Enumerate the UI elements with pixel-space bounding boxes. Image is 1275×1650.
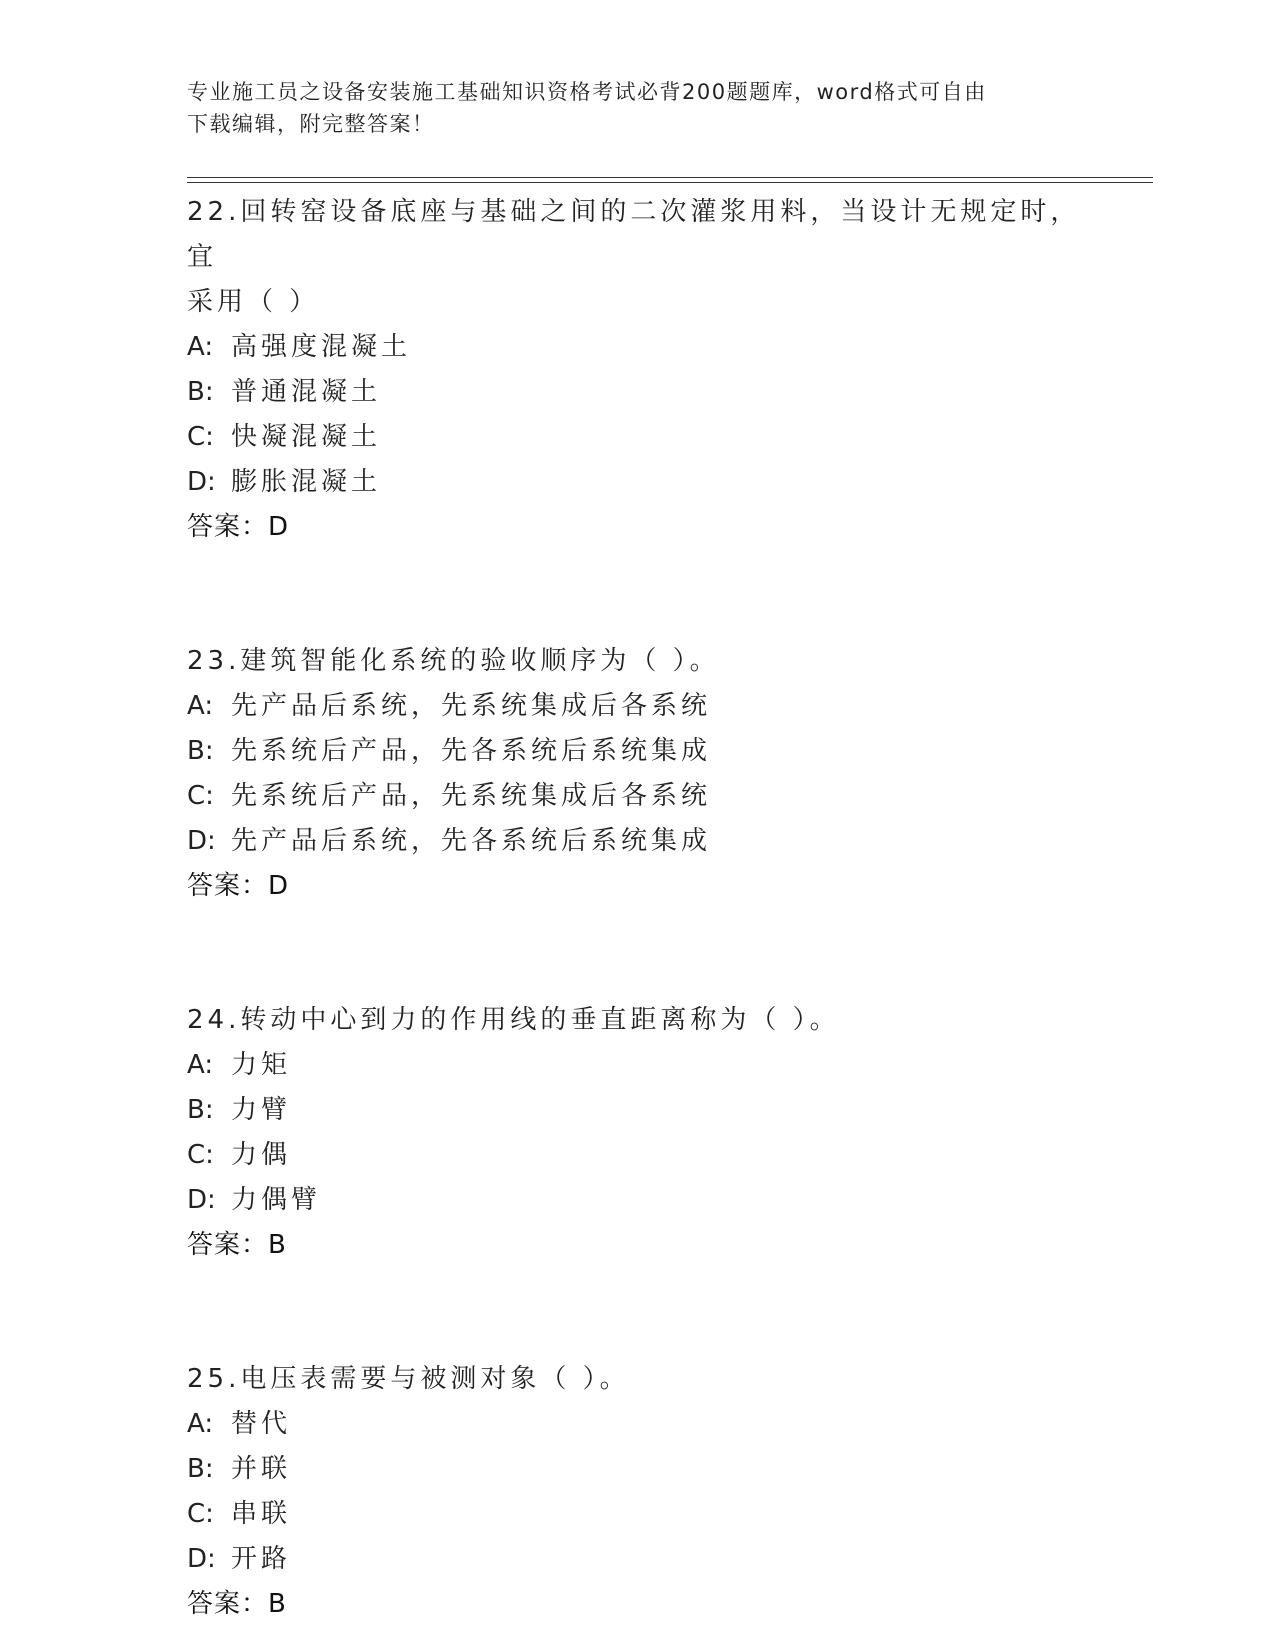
option-key: C: xyxy=(187,1140,214,1170)
option-key: B: xyxy=(187,1095,214,1125)
option-b xyxy=(187,729,1087,774)
option-text: 串联 xyxy=(231,1499,292,1529)
header-line-1: 专业施工员之设备安装施工基础知识资格考试必背200题题库，word格式可自由 xyxy=(187,80,987,104)
answer-value: D xyxy=(268,871,290,901)
option-text: 先系统后产品，先各系统后系统集成 xyxy=(231,736,712,766)
option-d xyxy=(187,819,1087,864)
option-d xyxy=(187,1537,1087,1582)
option-key: A: xyxy=(187,1050,214,1080)
option-d xyxy=(187,460,1087,505)
option-text: 先系统后产品，先系统集成后各系统 xyxy=(231,781,712,811)
option-b xyxy=(187,370,1087,415)
option-c xyxy=(187,1492,1087,1537)
option-b xyxy=(187,1088,1087,1133)
option-key: A: xyxy=(187,691,214,721)
answer-line xyxy=(187,864,1087,909)
question-spacer xyxy=(187,909,1087,998)
header-divider-top xyxy=(187,177,1153,178)
question-spacer xyxy=(187,1268,1087,1357)
option-text: 替代 xyxy=(231,1409,292,1439)
option-a xyxy=(187,1043,1087,1088)
option-key: C: xyxy=(187,781,214,811)
option-text: 力矩 xyxy=(231,1050,292,1080)
document-header xyxy=(187,76,1067,140)
option-c xyxy=(187,1133,1087,1178)
answer-label: 答案： xyxy=(187,512,269,542)
option-key: A: xyxy=(187,332,214,362)
option-text: 并联 xyxy=(231,1454,292,1484)
option-a xyxy=(187,325,1087,370)
option-text: 力偶 xyxy=(231,1140,292,1170)
question-23 xyxy=(187,639,1087,909)
option-a xyxy=(187,684,1087,729)
question-spacer xyxy=(187,550,1087,639)
option-text: 普通混凝土 xyxy=(231,377,382,407)
option-text: 力偶臂 xyxy=(231,1185,322,1215)
answer-line xyxy=(187,1223,1087,1268)
answer-value: B xyxy=(268,1589,287,1619)
answer-line xyxy=(187,505,1087,550)
header-divider-bottom xyxy=(187,182,1153,183)
question-stem-line: 采用（ ） xyxy=(187,287,320,317)
option-key: D: xyxy=(187,1185,216,1215)
question-25 xyxy=(187,1357,1087,1627)
question-stem-line: 24.转动中心到力的作用线的垂直距离称为（ ）。 xyxy=(187,1005,840,1035)
option-text: 膨胀混凝土 xyxy=(231,467,382,497)
answer-label: 答案： xyxy=(187,871,269,901)
option-key: C: xyxy=(187,1499,214,1529)
option-c xyxy=(187,774,1087,819)
question-stem-line: 23.建筑智能化系统的验收顺序为（ ）。 xyxy=(187,646,720,676)
option-text: 先产品后系统，先系统集成后各系统 xyxy=(231,691,712,721)
answer-line xyxy=(187,1582,1087,1627)
header-line-2: 下载编辑，附完整答案！ xyxy=(187,112,435,136)
option-key: D: xyxy=(187,467,216,497)
option-key: B: xyxy=(187,1454,214,1484)
option-d xyxy=(187,1178,1087,1223)
option-key: B: xyxy=(187,377,214,407)
option-key: B: xyxy=(187,736,214,766)
option-text: 快凝混凝土 xyxy=(231,422,382,452)
question-stem-line: 22.回转窑设备底座与基础之间的二次灌浆用料，当设计无规定时，宜 xyxy=(187,197,1081,272)
option-a xyxy=(187,1402,1087,1447)
option-key: D: xyxy=(187,826,216,856)
option-key: D: xyxy=(187,1544,216,1574)
answer-label: 答案： xyxy=(187,1589,269,1619)
answer-value: B xyxy=(268,1230,287,1260)
option-text: 高强度混凝土 xyxy=(231,332,412,362)
question-22 xyxy=(187,190,1087,550)
option-text: 先产品后系统，先各系统后系统集成 xyxy=(231,826,712,856)
option-text: 开路 xyxy=(231,1544,292,1574)
question-24 xyxy=(187,998,1087,1268)
option-text: 力臂 xyxy=(231,1095,292,1125)
option-c xyxy=(187,415,1087,460)
option-b xyxy=(187,1447,1087,1492)
question-stem-line: 25.电压表需要与被测对象（ ）。 xyxy=(187,1364,630,1394)
question-list xyxy=(187,190,1087,1627)
answer-value: D xyxy=(268,512,290,542)
answer-label: 答案： xyxy=(187,1230,269,1260)
option-key: C: xyxy=(187,422,214,452)
option-key: A: xyxy=(187,1409,214,1439)
